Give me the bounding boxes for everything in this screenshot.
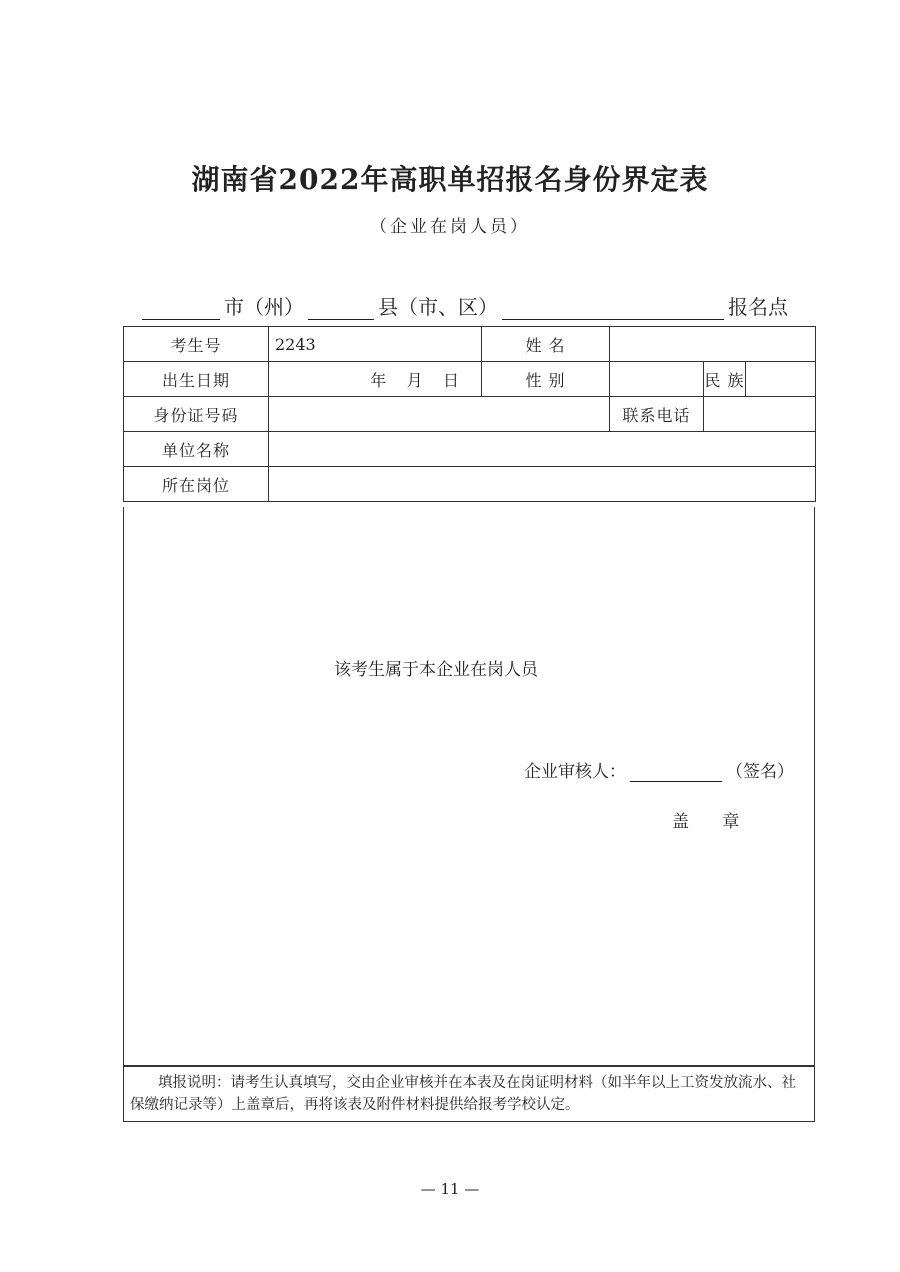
reviewer-signature-field[interactable] — [630, 765, 722, 782]
seal-label: 盖 章 — [672, 812, 754, 832]
exam-no-field[interactable]: 2243 — [269, 327, 482, 362]
ethnicity-field[interactable] — [746, 362, 816, 397]
filling-instructions: 填报说明：请考生认真填写，交由企业审核并在本表及在岗证明材料（如半年以上工资发放流水、社保缴纳记录等）上盖章后，再将该表及附件材料提供给报考学校认定。 — [123, 1066, 815, 1122]
table-row — [124, 467, 816, 502]
unit-label: 单位名称 — [124, 432, 269, 467]
certification-statement: 该考生属于本企业在岗人员 — [334, 660, 538, 680]
id-field[interactable] — [269, 397, 610, 432]
table-row — [124, 327, 816, 362]
table-row — [124, 432, 816, 467]
site-field[interactable] — [502, 297, 724, 320]
ethnicity-label: 民 族 — [704, 362, 746, 397]
phone-label: 联系电话 — [610, 397, 704, 432]
reviewer-signature-row — [524, 757, 794, 782]
post-label: 所在岗位 — [124, 467, 269, 502]
table-row — [124, 397, 816, 432]
city-label: 市（州） — [224, 295, 304, 319]
reviewer-label: 企业审核人： — [524, 762, 626, 782]
birth-label: 出生日期 — [124, 362, 269, 397]
table-row — [124, 362, 816, 397]
sign-note: （签名） — [726, 762, 794, 782]
id-label: 身份证号码 — [124, 397, 269, 432]
name-field[interactable] — [610, 327, 816, 362]
page-number: — 11 — — [420, 1180, 480, 1198]
phone-field[interactable] — [704, 397, 816, 432]
location-line — [138, 290, 788, 320]
post-field[interactable] — [269, 467, 816, 502]
city-field[interactable] — [142, 297, 220, 320]
birth-field[interactable]: 年 月 日 — [269, 362, 482, 397]
name-label: 姓 名 — [482, 327, 610, 362]
info-table — [123, 326, 816, 502]
page-subtitle: （企业在岗人员） — [370, 217, 530, 237]
county-label: 县（市、区） — [378, 295, 498, 319]
gender-field[interactable] — [610, 362, 704, 397]
county-field[interactable] — [308, 297, 374, 320]
site-label: 报名点 — [728, 295, 788, 319]
page-title: 湖南省2022年高职单招报名身份界定表 — [191, 163, 709, 196]
certification-box — [123, 507, 815, 1066]
unit-field[interactable] — [269, 432, 816, 467]
gender-label: 性 别 — [482, 362, 610, 397]
exam-no-label: 考生号 — [124, 327, 269, 362]
